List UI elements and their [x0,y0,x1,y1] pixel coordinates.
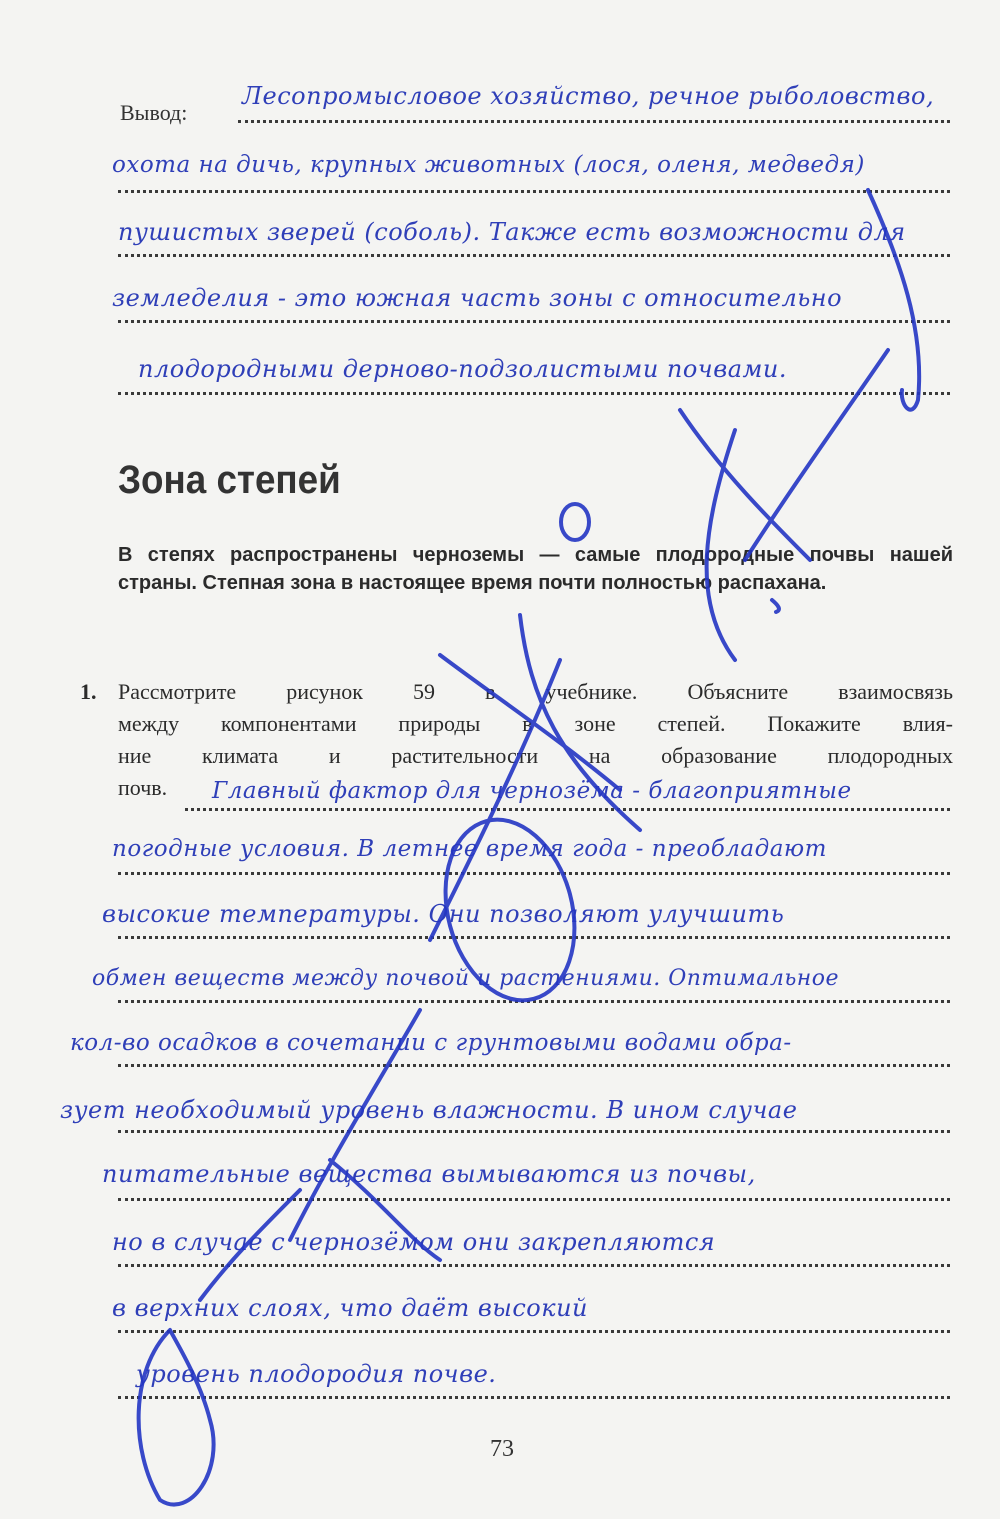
task-prompt-line: Рассмотрите рисунок 59 в учебнике. Объясните взаимосвязь [118,679,953,704]
handwritten-answer-line: погодные условия. В летнее время года - преобладают [112,836,827,862]
section-intro: В степях распространены черноземы — самые плодородные почвы нашей страны. Степная зона в настоящее время почти полностью распахана. [118,544,953,594]
handwritten-answer-line: Лесопромысловое хозяйство, речное рыболовство, [242,82,935,110]
handwritten-answer-line: высокие температуры. Они позволяют улучшить [102,900,785,928]
handwritten-answer-line: но в случае с чернозёмом они закрепляются [112,1228,716,1256]
handwritten-answer-line: Главный фактор для чернозёма - благоприятные [212,778,852,804]
pen-stroke [330,1160,440,1260]
handwritten-answer-line: пушистых зверей (соболь). Также есть возможности для [118,218,906,246]
pen-stroke [430,660,560,940]
pen-stroke [868,190,919,410]
pen-stroke [561,504,589,540]
pen-stroke [426,805,593,1015]
handwritten-answer-line: земледелия - это южная часть зоны с относительно [112,284,843,312]
pen-stroke [200,1190,300,1300]
handwritten-answer-line: питательные вещества вымываются из почвы, [102,1160,756,1188]
pen-stroke [772,600,779,612]
pen-stroke [520,615,640,830]
pen-stroke [745,350,888,560]
handwritten-answer-line: плодородными дерново-подзолистыми почвами. [138,355,787,383]
handwritten-answer-line: обмен веществ между почвой и растениями. Оптимальное [92,966,840,991]
conclusion-label: Вывод: [120,100,188,125]
handwritten-answer-line: уровень плодородия почве. [136,1360,497,1388]
handwritten-answer-line: зует необходимый уровень влажности. В ином случае [60,1096,798,1124]
task-prompt-line: между компонентами природы в зоне степей. Покажите влия- [118,711,953,736]
task-number: 1. [80,679,97,704]
handwritten-answer-line: охота на дичь, крупных животных (лося, оленя, медведя) [112,152,865,178]
handwritten-answer-line: в верхних слоях, что даёт высокий [112,1294,588,1322]
task-prompt-line: почв. [118,775,168,800]
pen-stroke [680,410,810,560]
pen-stroke [139,1330,214,1505]
handwritten-answer-line: кол-во осадков в сочетании с грунтовыми водами обра- [70,1030,792,1056]
task-prompt-line: ние климата и растительности на образование плодородных [118,743,953,768]
page-number: 73 [490,1436,514,1462]
pen-stroke [290,1010,420,1240]
section-title: Зона степей [118,458,341,502]
